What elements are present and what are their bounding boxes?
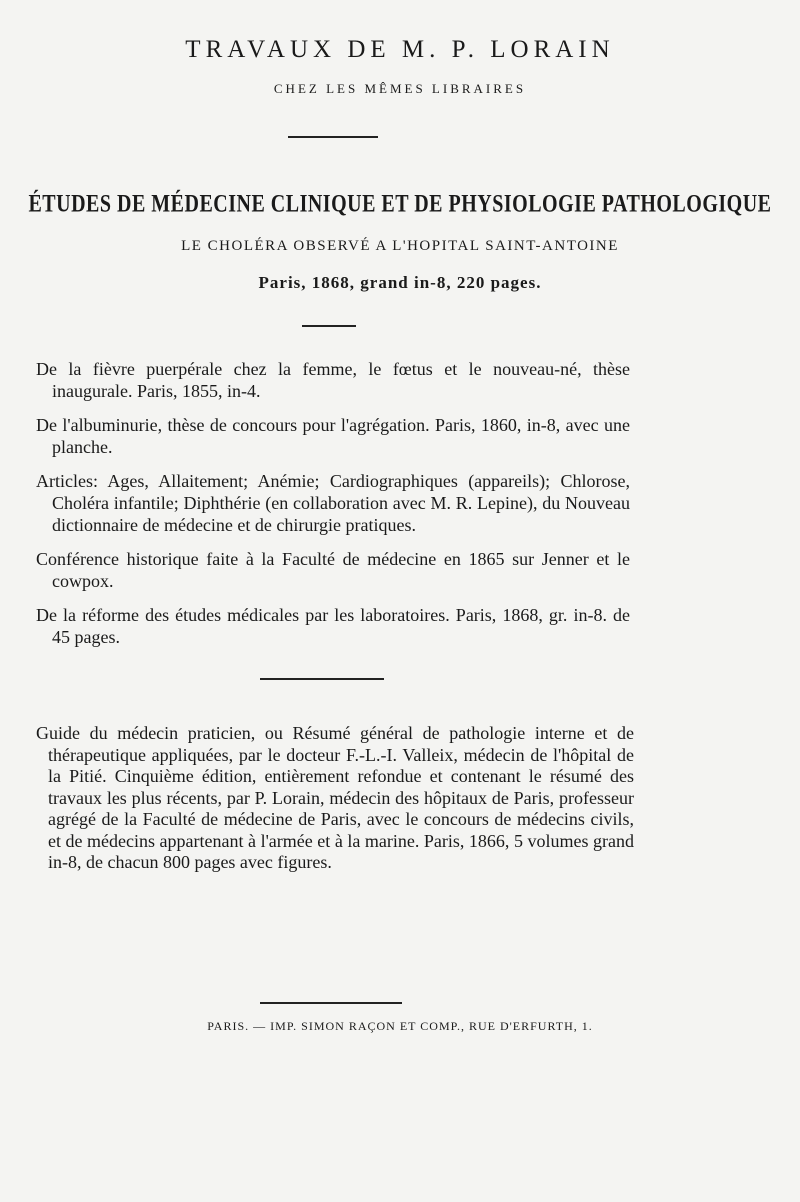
author-heading: TRAVAUX DE M. P. LORAIN [185,36,615,63]
book-title: ÉTUDES DE MÉDECINE CLINIQUE ET DE PHYSIOLOGIE PATHOLOGIQUE [28,190,772,218]
publisher-line: CHEZ LES MÊMES LIBRAIRES [273,81,527,96]
divider-rule [288,136,378,138]
works-list [36,358,630,660]
divider-rule [260,1002,402,1004]
book-subtitle: LE CHOLÉRA OBSERVÉ A L'HOPITAL SAINT-ANTOINE [181,238,619,254]
book-publication: Paris, 1868, grand in-8, 220 pages. [258,273,542,292]
list-item: De la réforme des études médicales par les laboratoires. Paris, 1868, gr. in-8. de 45 pages. [36,605,630,647]
list-item: De la fièvre puerpérale chez la femme, le fœtus et le nouveau-né, thèse inaugurale. Paris, 1855, in-4. [36,359,630,401]
list-item: Conférence historique faite à la Faculté de médecine en 1865 sur Jenner et le cowpox. [36,549,630,591]
list-item: De l'albuminurie, thèse de concours pour l'agrégation. Paris, 1860, in-8, avec une planche. [36,415,630,457]
list-item: Articles: Ages, Allaitement; Anémie; Cardiographiques (appareils); Chlorose, Choléra infantile; Diphthérie (en collaboration avec M. R. Lepine), du Nouveau dictionnaire de médecine et de chirurgie pratiques. [36,471,630,535]
divider-rule [260,678,384,680]
guide-paragraph: Guide du médecin praticien, ou Résumé général de pathologie interne et de thérapeutique appliquées, par le docteur F.-L.-I. Valleix, médecin de l'hôpital de la Pitié. Cinquième édition, entièrement refondue et contenant le résumé des travaux les plus récents, par P. Lorain, médecin des hôpitaux de Paris, professeur agrégé de la Faculté de médecine de Paris, avec le concours de médecins civils, et de médecins appartenant à l'armée et à la marine. Paris, 1866, 5 volumes grand in-8, de chacun 800 pages avec figures. [36,723,634,872]
divider-rule [302,325,356,327]
printer-colophon: PARIS. — IMP. SIMON RAÇON ET COMP., RUE D'ERFURTH, 1. [207,1019,593,1033]
